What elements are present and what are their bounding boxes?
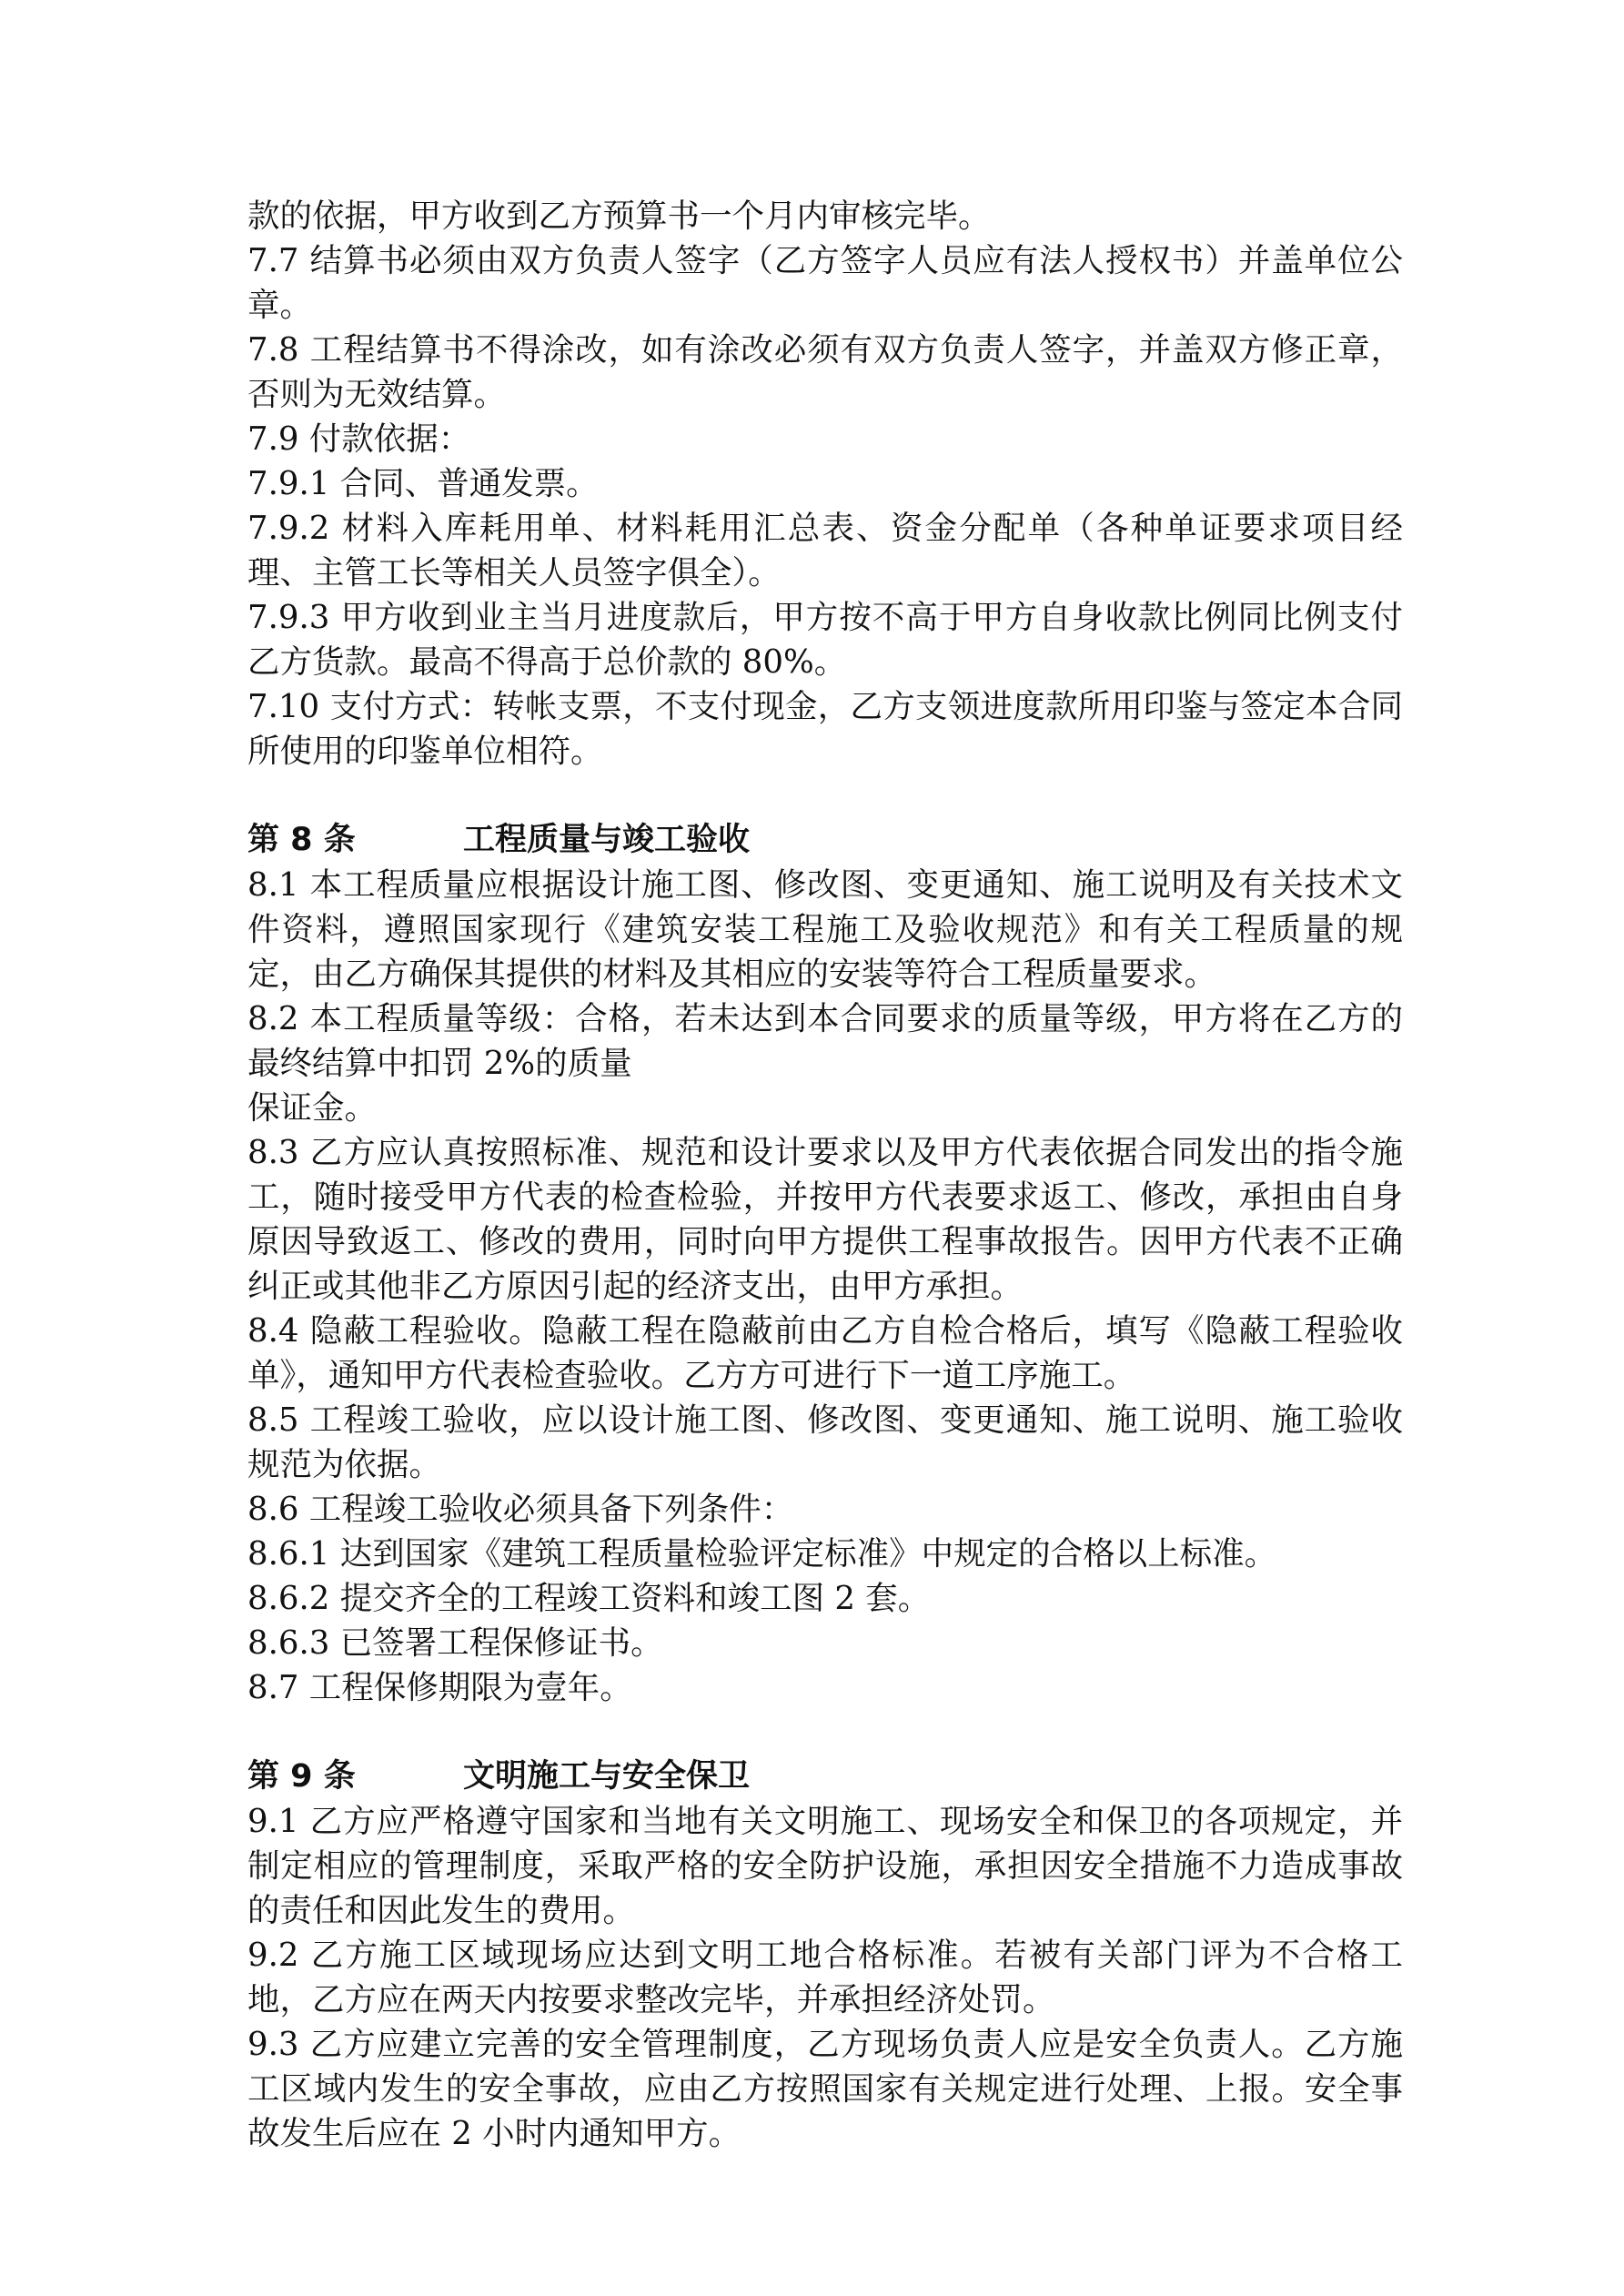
paragraph-7-10: 7.10 支付方式：转帐支票，不支付现金，乙方支领进度款所用印鉴与签定本合同所使用的印鉴单位相符。: [247, 688, 1403, 770]
paragraph-8-6: 8.6 工程竣工验收必须具备下列条件：: [247, 1491, 794, 1528]
paragraph-8-6-1: 8.6.1 达到国家《建筑工程质量检验评定标准》中规定的合格以上标准。: [247, 1535, 1277, 1573]
section-title: 工程质量与竣工验收: [463, 822, 751, 858]
paragraph-7-6-continued: 款的依据，甲方收到乙方预算书一个月内审核完毕。: [247, 197, 991, 235]
paragraph-8-2-continued: 保证金。: [247, 1089, 378, 1127]
paragraph-9-3: 9.3 乙方应建立完善的安全管理制度，乙方现场负责人应是安全负责人。乙方施工区域内发生的安全事故，应由乙方按照国家有关规定进行处理、上报。安全事故发生后应在 2 小时内通知甲方。: [247, 2026, 1403, 2152]
paragraph-8-2: 8.2 本工程质量等级：合格，若未达到本合同要求的质量等级，甲方将在乙方的最终结算中扣罚 2%的质量: [247, 1000, 1403, 1082]
document-body: [247, 194, 1403, 2156]
paragraph-8-4: 8.4 隐蔽工程验收。隐蔽工程在隐蔽前由乙方自检合格后，填写《隐蔽工程验收单》，通知甲方代表检查验收。乙方方可进行下一道工序施工。: [247, 1312, 1403, 1394]
paragraph-9-2: 9.2 乙方施工区域现场应达到文明工地合格标准。若被有关部门评为不合格工地，乙方应在两天内按要求整改完毕，并承担经济处罚。: [247, 1937, 1403, 2018]
section-number: 第 9 条: [247, 1758, 356, 1795]
paragraph-7-9-1: 7.9.1 合同、普通发票。: [247, 465, 599, 502]
section-heading-9: [247, 1755, 1403, 1799]
paragraph-8-5: 8.5 工程竣工验收，应以设计施工图、修改图、变更通知、施工说明、施工验收规范为依据。: [247, 1401, 1403, 1483]
section-number: 第 8 条: [247, 822, 356, 858]
paragraph-8-6-3: 8.6.3 已签署工程保修证书。: [247, 1624, 663, 1662]
paragraph-7-9: 7.9 付款依据：: [247, 420, 471, 458]
paragraph-7-7: 7.7 结算书必须由双方负责人签字（乙方签字人员应有法人授权书）并盖单位公章。: [247, 242, 1403, 324]
paragraph-7-9-3: 7.9.3 甲方收到业主当月进度款后，甲方按不高于甲方自身收款比例同比例支付乙方货款。最高不得高于总价款的 80%。: [247, 599, 1403, 681]
paragraph-7-9-2: 7.9.2 材料入库耗用单、材料耗用汇总表、资金分配单（各种单证要求项目经理、主管工长等相关人员签字俱全）。: [247, 510, 1403, 592]
paragraph-8-7: 8.7 工程保修期限为壹年。: [247, 1669, 632, 1706]
section-spacer: [247, 1710, 1403, 1755]
paragraph-9-1: 9.1 乙方应严格遵守国家和当地有关文明施工、现场安全和保卫的各项规定，并制定相应的管理制度，采取严格的安全防护设施，承担因安全措施不力造成事故的责任和因此发生的费用。: [247, 1803, 1403, 1929]
paragraph-8-1: 8.1 本工程质量应根据设计施工图、修改图、变更通知、施工说明及有关技术文件资料，遵照国家现行《建筑安装工程施工及验收规范》和有关工程质量的规定，由乙方确保其提供的材料及其相应的安装等符合工程质量要求。: [247, 866, 1403, 993]
paragraph-8-3: 8.3 乙方应认真按照标准、规范和设计要求以及甲方代表依据合同发出的指令施工，随时接受甲方代表的检查检验，并按甲方代表要求返工、修改，承担由自身原因导致返工、修改的费用，同时向甲方提供工程事故报告。因甲方代表不正确纠正或其他非乙方原因引起的经济支出，由甲方承担。: [247, 1134, 1403, 1305]
paragraph-8-6-2: 8.6.2 提交齐全的工程竣工资料和竣工图 2 套。: [247, 1580, 931, 1617]
paragraph-7-8: 7.8 工程结算书不得涂改，如有涂改必须有双方负责人签字，并盖双方修正章，否则为无效结算。: [247, 331, 1403, 413]
section-spacer: [247, 774, 1403, 818]
section-title: 文明施工与安全保卫: [463, 1758, 751, 1795]
section-heading-8: [247, 818, 1403, 863]
